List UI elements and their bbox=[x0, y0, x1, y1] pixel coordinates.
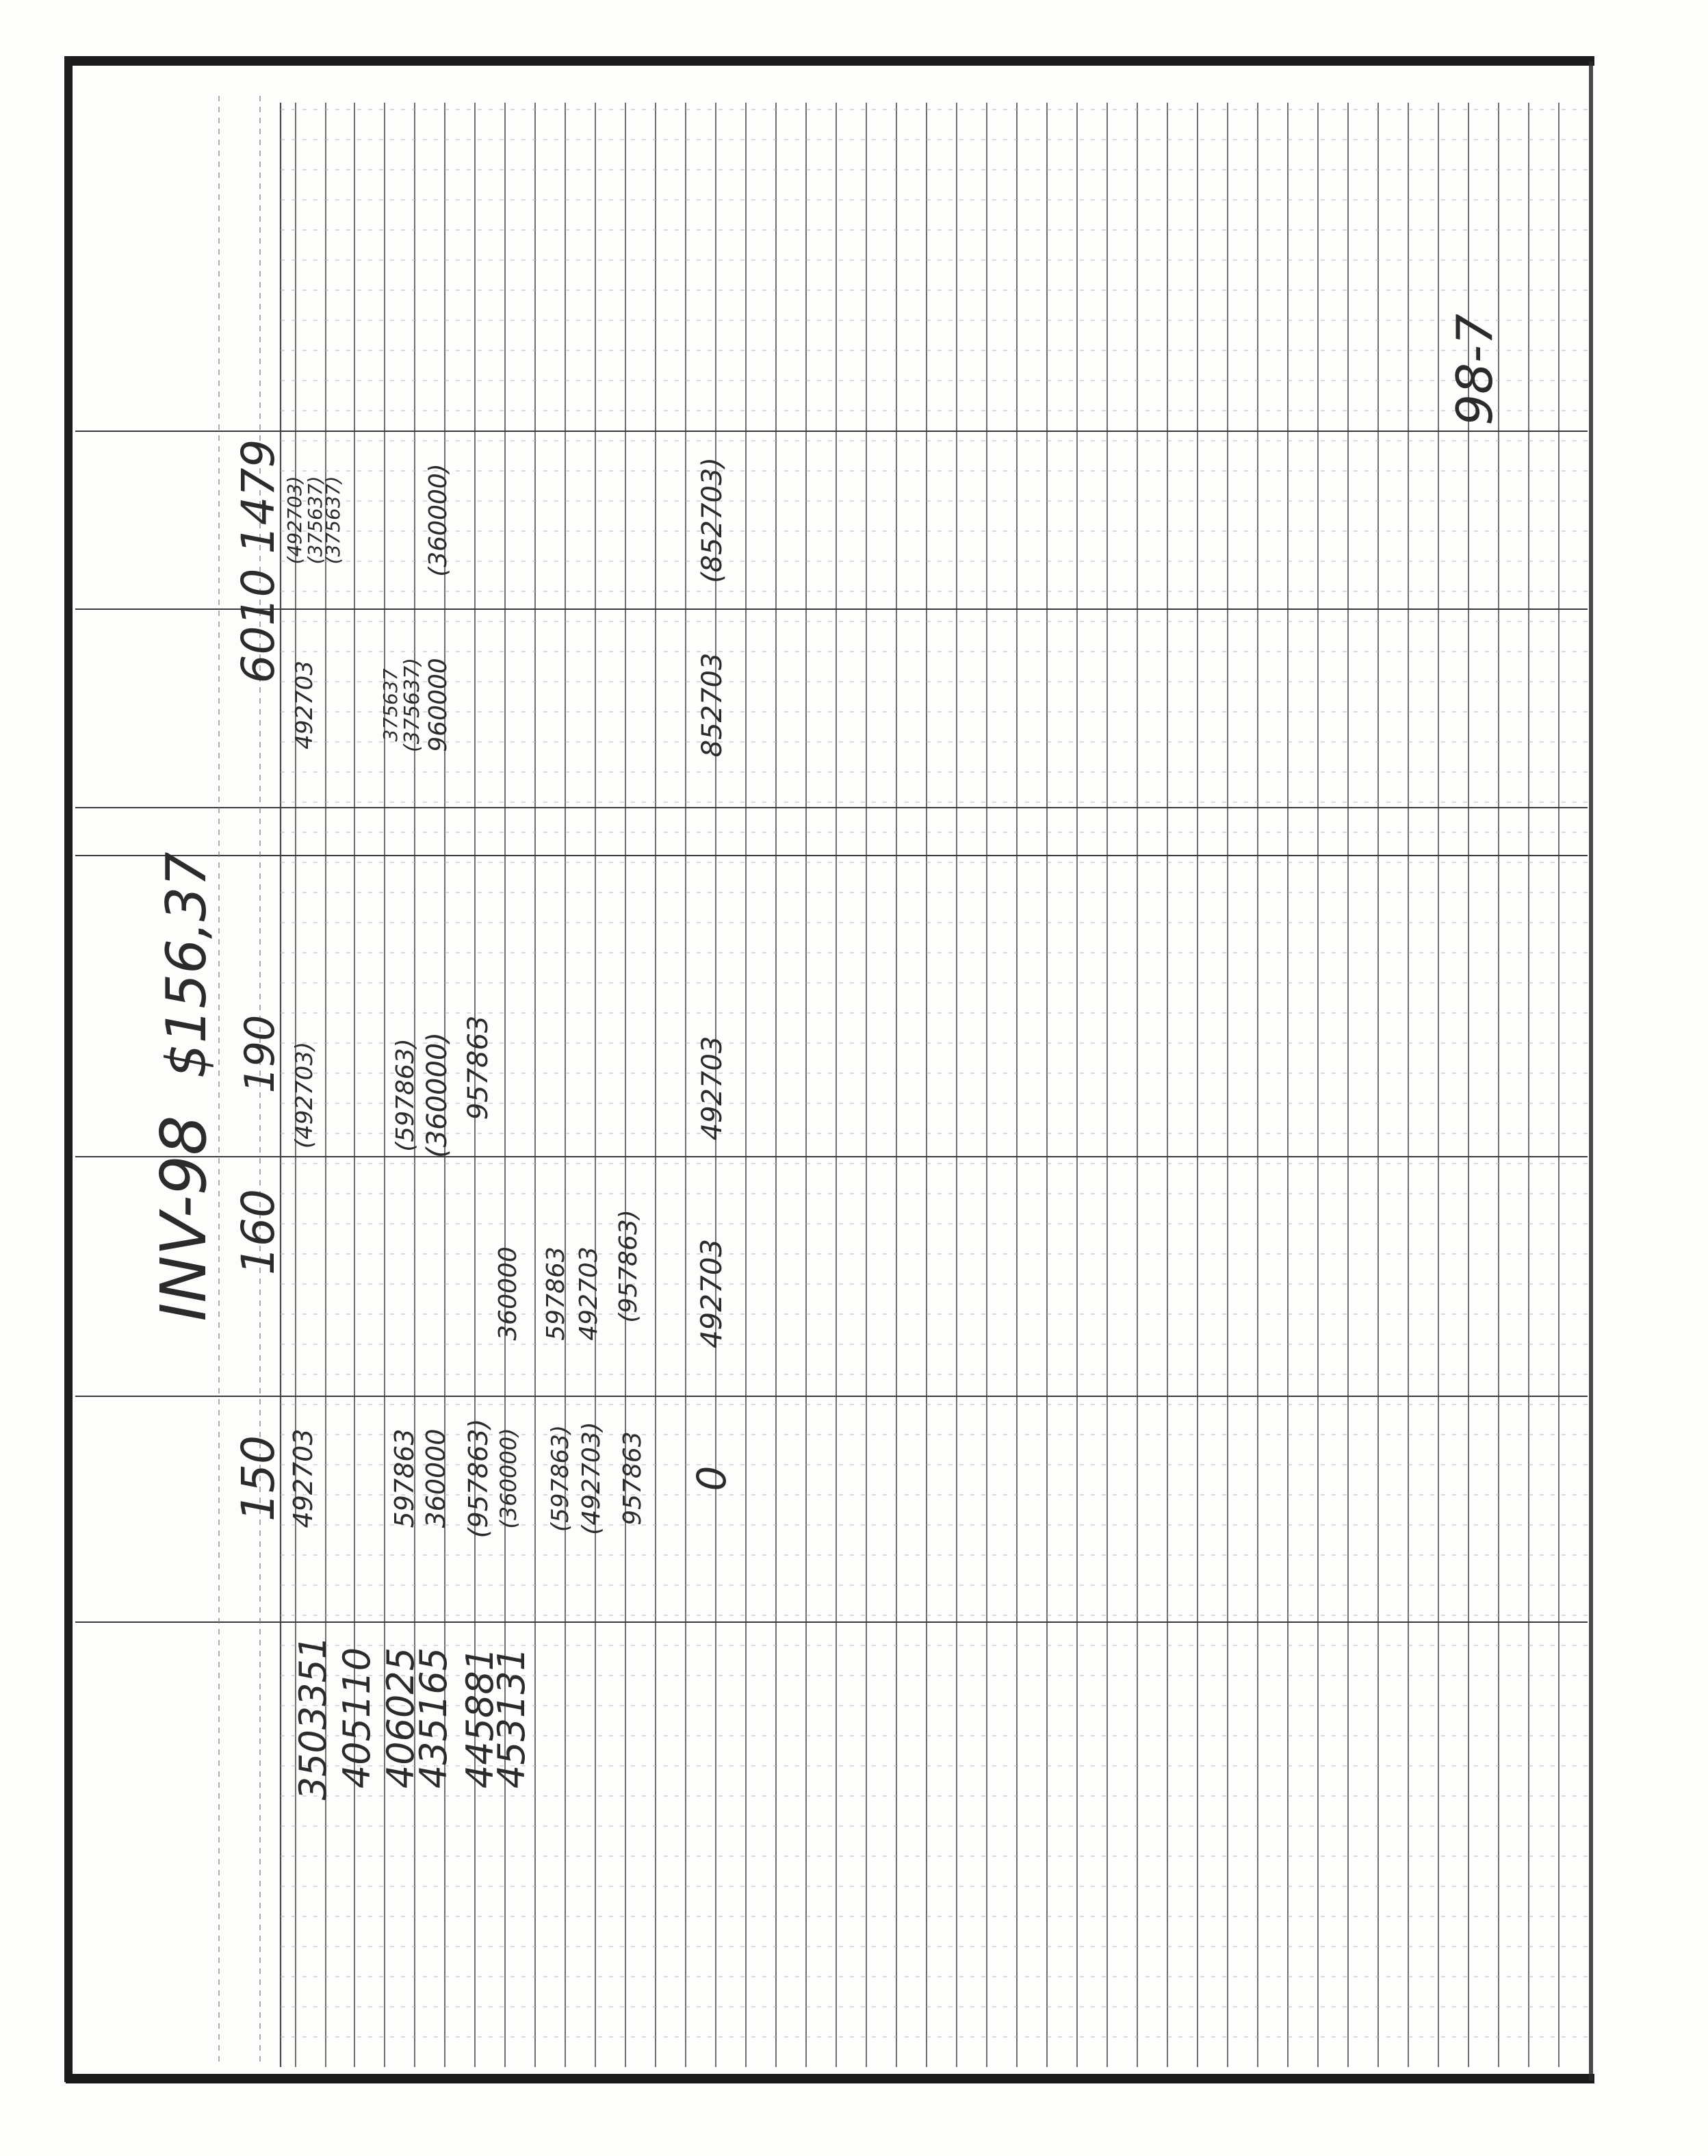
cell-6010: 375637 bbox=[379, 668, 402, 742]
column-190-values bbox=[291, 1016, 728, 1158]
header-amount: $156,37 bbox=[155, 851, 218, 1079]
account-number: 445881 bbox=[458, 1647, 502, 1789]
column-header-190: 190 bbox=[236, 1014, 284, 1094]
cell-150: 492703 bbox=[288, 1428, 318, 1528]
cell-150: 597863 bbox=[389, 1428, 419, 1528]
cell-6010: (375637) bbox=[400, 658, 424, 752]
column-header-6010: 6010 1479 bbox=[232, 439, 285, 684]
cell-150-total: 0 bbox=[688, 1465, 735, 1491]
cell-190: (597863) bbox=[391, 1038, 419, 1152]
cell-1479: (360000) bbox=[424, 463, 452, 577]
column-header-150: 150 bbox=[232, 1435, 285, 1522]
cell-1479: (375637) bbox=[304, 476, 326, 565]
cell-1479-total: (852703) bbox=[697, 457, 728, 583]
cell-160: 492703 bbox=[575, 1246, 603, 1341]
column-1479-values bbox=[283, 457, 728, 583]
cell-150: 957863 bbox=[619, 1431, 647, 1526]
account-number: 405110 bbox=[335, 1647, 378, 1789]
cell-160: (957863) bbox=[614, 1209, 643, 1323]
account-list bbox=[292, 1636, 533, 1801]
cell-6010: 960000 bbox=[424, 658, 452, 752]
cell-190: (492703) bbox=[291, 1041, 318, 1149]
cell-150: (492703) bbox=[578, 1422, 606, 1535]
cell-150: (597863) bbox=[547, 1424, 574, 1532]
cell-160: 360000 bbox=[494, 1246, 522, 1341]
cell-160: 597863 bbox=[542, 1246, 570, 1341]
header-ref: INV-98 bbox=[147, 1115, 220, 1322]
column-160-values bbox=[494, 1209, 728, 1348]
cell-160-total: 492703 bbox=[695, 1238, 728, 1349]
account-number: 3503351 bbox=[292, 1635, 335, 1801]
cell-150: (360000) bbox=[495, 1428, 521, 1529]
cell-190: (360000) bbox=[422, 1032, 453, 1158]
cell-150: 360000 bbox=[421, 1428, 451, 1528]
column-6010-values bbox=[291, 653, 728, 758]
account-number: 406025 bbox=[379, 1647, 422, 1789]
cell-190: 957863 bbox=[463, 1015, 494, 1120]
cell-190-total: 492703 bbox=[697, 1036, 728, 1141]
column-150-values bbox=[288, 1419, 735, 1539]
account-number: 453131 bbox=[490, 1647, 533, 1789]
cell-6010-total: 852703 bbox=[697, 652, 728, 758]
page-number: 98-7 bbox=[1446, 313, 1503, 426]
column-header-160: 160 bbox=[232, 1189, 285, 1275]
account-number: 435165 bbox=[412, 1647, 455, 1789]
cell-150: (957863) bbox=[463, 1418, 493, 1539]
cell-1479: (375637) bbox=[322, 476, 344, 565]
cell-6010: 492703 bbox=[291, 660, 318, 749]
cell-1479: (492703) bbox=[283, 476, 306, 565]
